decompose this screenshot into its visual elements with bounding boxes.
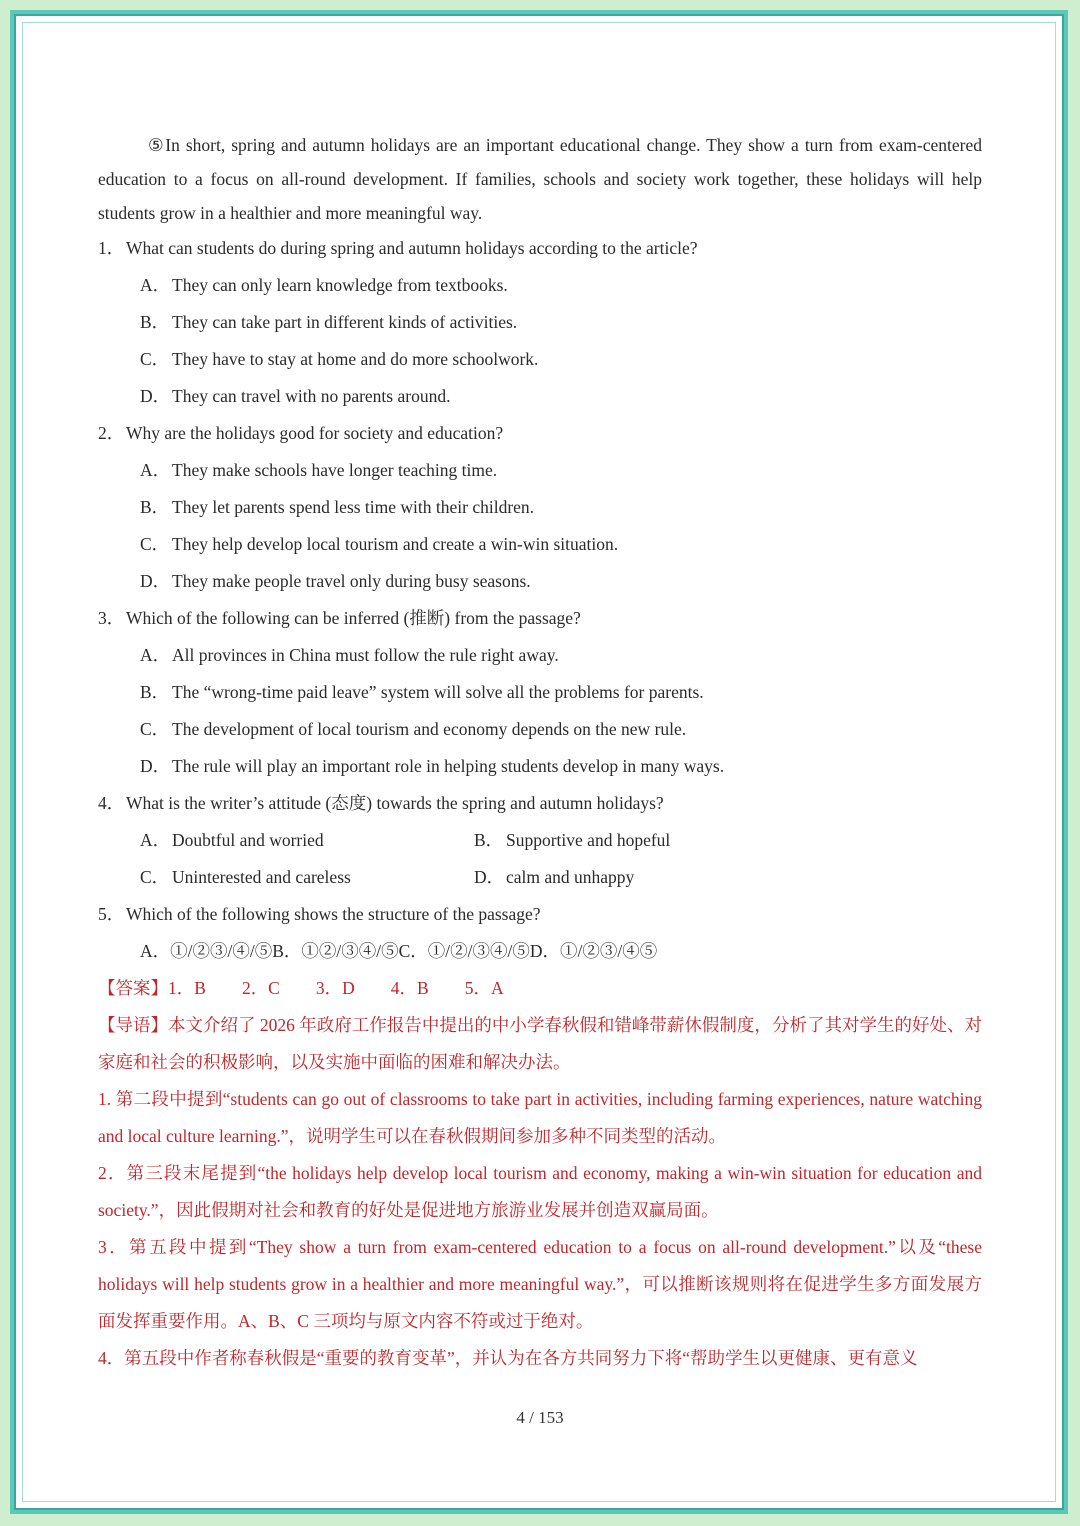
question-4 — [98, 785, 982, 822]
option-4a: A． Doubtful and worried — [140, 830, 324, 850]
explanation-intro: 【导语】本文介绍了 2026 年政府工作报告中提出的中小学春秋假和错峰带薪休假制度，分析了其对学生的好处、对家庭和社会的积极影响，以及实施中面临的困难和解决办法。 — [98, 1015, 982, 1072]
option-1d: D． They can travel with no parents around. — [140, 386, 451, 406]
question-text: Which of the following shows the structure of the passage? — [126, 904, 541, 924]
question-number: 1． — [98, 238, 125, 258]
options-row-4cd — [98, 859, 982, 896]
option-4d: D． calm and unhappy — [474, 867, 635, 887]
option-1b: B． They can take part in different kinds of activities. — [140, 312, 518, 332]
question-text: What is the writer’s attitude (态度) towards the spring and autumn holidays? — [126, 793, 664, 813]
option-4c: C． Uninterested and careless — [140, 867, 351, 887]
question-text: Why are the holidays good for society and education? — [126, 423, 504, 443]
option-2a: A． They make schools have longer teaching time. — [140, 460, 498, 480]
answer-item: 4．B — [390, 978, 429, 998]
question-number: 3． — [98, 608, 125, 628]
explanation-item-3: 3．第五段中提到“They show a turn from exam-centered education to a focus on all-round development.”以及“these holidays will help students grow in a healthier and more meaningful way.”，可以推断该规则将在促进学生多方面发展方面发挥重要作用。A、B、C 三项均与原文内容不符或过于绝对。 — [98, 1237, 982, 1331]
question-2 — [98, 415, 982, 452]
question-text: Which of the following can be inferred (推断) from the passage? — [126, 608, 581, 628]
explanation-item-2: 2．第三段末尾提到“the holidays help develop local tourism and economy, making a win-win situation for education and society.”，因此假期对社会和教育的好处是促进地方旅游业发展并创造双赢局面。 — [98, 1163, 982, 1220]
option-3d: D． The rule will play an important role in helping students develop in many ways. — [140, 756, 725, 776]
answer-item: 1．B — [168, 978, 206, 998]
option-1c: C． They have to stay at home and do more schoolwork. — [140, 349, 539, 369]
answer-label: 【答案】 — [98, 978, 168, 998]
page-number: 4 / 153 — [516, 1408, 564, 1427]
question-1 — [98, 230, 982, 267]
answer-line — [98, 970, 982, 1007]
question-number: 4． — [98, 793, 125, 813]
question-number: 5． — [98, 904, 125, 924]
question-number: 2． — [98, 423, 125, 443]
explanation-item-4: 4．第五段中作者称春秋假是“重要的教育变革”，并认为在各方共同努力下将“帮助学生以更健康、更有意义 — [98, 1348, 918, 1368]
option-2b: B． They let parents spend less time with their children. — [140, 497, 535, 517]
option-2d: D． They make people travel only during busy seasons. — [140, 571, 531, 591]
explanation-item-1: 1. 第二段中提到“students can go out of classrooms to take part in activities, including farming experiences, nature watching and local culture learning.”，说明学生可以在春秋假期间参加多种不同类型的活动。 — [98, 1089, 982, 1146]
option-3a: A． All provinces in China must follow the rule right away. — [140, 645, 559, 665]
option-3c: C． The development of local tourism and economy depends on the new rule. — [140, 719, 687, 739]
options-row-4ab — [98, 822, 982, 859]
options-line-5: A．①/②③/④/⑤B．①②/③④/⑤C．①/②/③④/⑤D．①/②③/④⑤ — [140, 941, 658, 961]
option-4b: B． Supportive and hopeful — [474, 830, 671, 850]
question-3 — [98, 600, 982, 637]
question-text: What can students do during spring and autumn holidays according to the article? — [126, 238, 698, 258]
answer-item: 3．D — [315, 978, 355, 998]
option-1a: A． They can only learn knowledge from textbooks. — [140, 275, 508, 295]
answer-item: 2．C — [241, 978, 280, 998]
document-content — [98, 128, 982, 1377]
option-2c: C． They help develop local tourism and create a win-win situation. — [140, 534, 619, 554]
answer-item: 5．A — [464, 978, 504, 998]
question-5 — [98, 896, 982, 933]
passage-paragraph-5: ⑤In short, spring and autumn holidays are an important educational change. They show a turn from exam-centered education to a focus on all-round development. If families, schools and society work together, these holidays will help students grow in a healthier and more meaningful way. — [98, 135, 982, 223]
option-3b: B． The “wrong-time paid leave” system will solve all the problems for parents. — [140, 682, 704, 702]
